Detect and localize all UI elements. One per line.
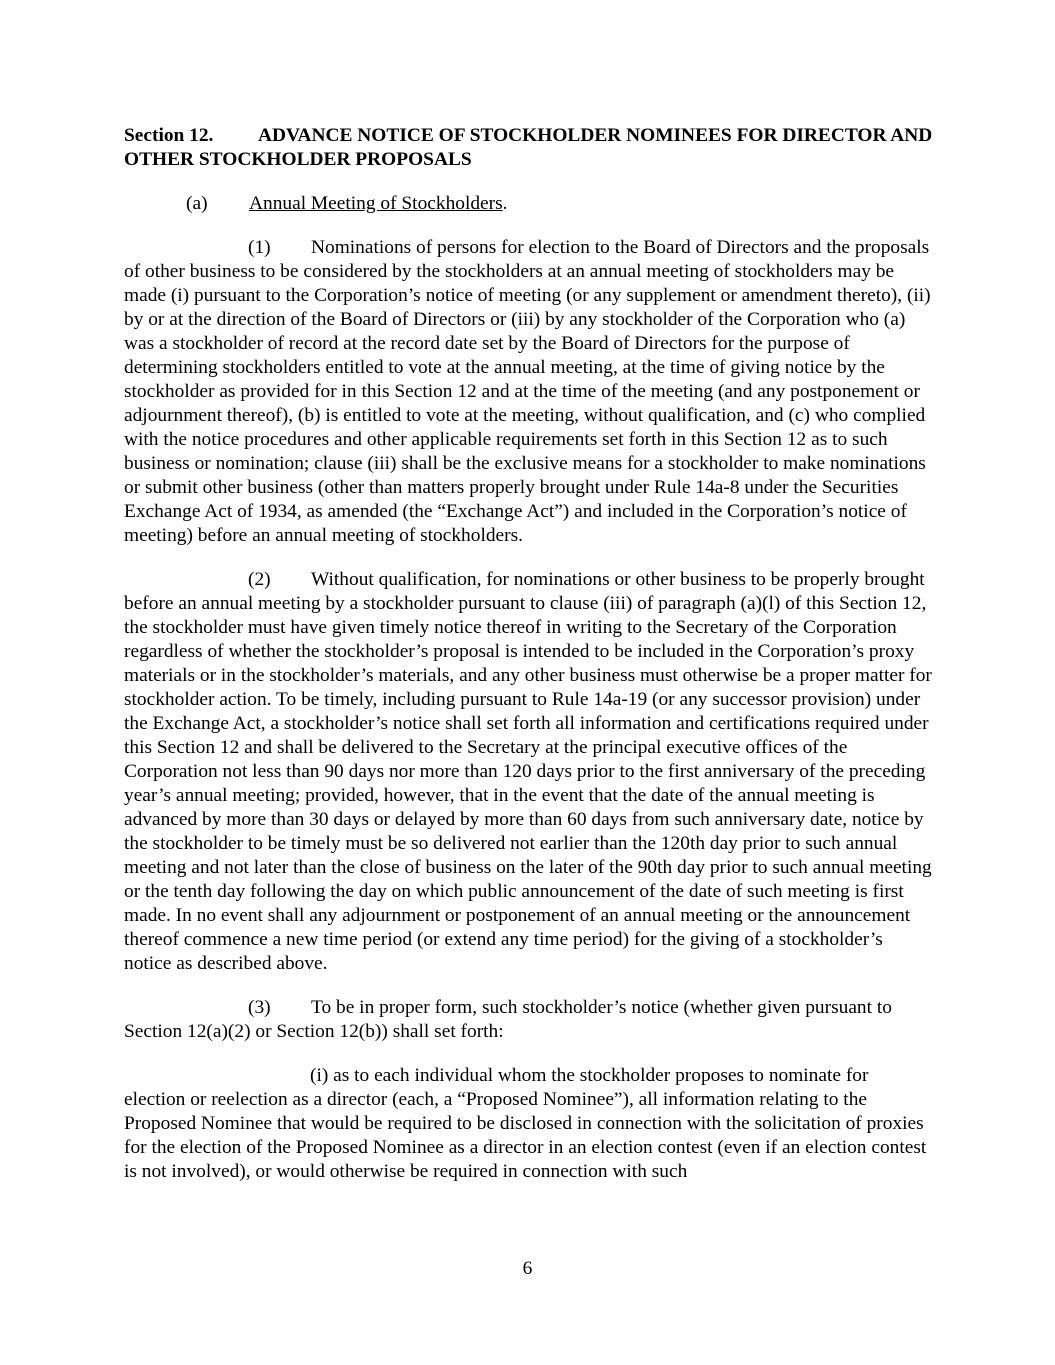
section-number: Section 12. (124, 125, 214, 146)
paragraph-number: (2) (248, 569, 271, 590)
paragraph-1 (124, 236, 934, 548)
section-title: ADVANCE NOTICE OF STOCKHOLDER NOMINEES FOR DIRECTOR AND OTHER STOCKHOLDER PROPOSALS (124, 125, 933, 170)
subsection-suffix: . (502, 193, 508, 214)
document-page (124, 124, 934, 1184)
subparagraph-i (124, 1064, 934, 1184)
paragraph-text: To be in proper form, such stockholder’s notice (whether given pursuant to Section 12(a)(2) or Section 12(b)) shall set forth: (124, 997, 892, 1042)
section-heading (124, 124, 934, 172)
paragraph-text: Nominations of persons for election to the Board of Directors and the proposals of other business to be considered by the stockholders at an annual meeting of stockholders may be made (i) pursuant to the Corporation’s notice of meeting (or any supplement or amendment thereto), (ii) by or at the direction of the Board of Directors or (iii) by any stockholder of the Corporation who (a) was a stockholder of record at the record date set by the Board of Directors for the purpose of determining stockholders entitled to vote at the annual meeting, at the time of giving notice by the stockholder as provided for in this Section 12 and at the time of the meeting (and any postponement or adjournment thereof), (b) is entitled to vote at the meeting, without qualification, and (c) who complied with the notice procedures and other applicable requirements set forth in this Section 12 as to such business or nomination; clause (iii) shall be the exclusive means for a stockholder to make nominations or submit other business (other than matters properly brought under Rule 14a-8 under the Securities Exchange Act of 1934, as amended (the “Exchange Act”) and included in the Corporation’s notice of meeting) before an annual meeting of stockholders. (124, 237, 931, 546)
paragraph-number: (1) (248, 237, 271, 258)
subparagraph-text: (i) as to each individual whom the stockholder proposes to nominate for election or reelection as a director (each, a “Proposed Nominee”), all information relating to the Proposed Nominee that would be required to be disclosed in connection with the solicitation of proxies for the election of the Proposed Nominee as a director in an election contest (even if an election contest is not involved), or would otherwise be required in connection with such (124, 1065, 927, 1182)
paragraph-number: (3) (248, 997, 271, 1018)
paragraph-2 (124, 568, 934, 976)
page-number: 6 (522, 1258, 533, 1279)
paragraph-text: Without qualification, for nominations or other business to be properly brought before an annual meeting by a stockholder pursuant to clause (iii) of paragraph (a)(l) of this Section 12, the stockholder must have given timely notice thereof in writing to the Secretary of the Corporation regardless of whether the stockholder’s proposal is intended to be included in the Corporation’s proxy materials or in the stockholder’s materials, and any other business must otherwise be a proper matter for stockholder action. To be timely, including pursuant to Rule 14a-19 (or any successor provision) under the Exchange Act, a stockholder’s notice shall set forth all information and certifications required under this Section 12 and shall be delivered to the Secretary at the principal executive offices of the Corporation not less than 90 days nor more than 120 days prior to the first anniversary of the preceding year’s annual meeting; provided, however, that in the event that the date of the annual meeting is advanced by more than 30 days or delayed by more than 60 days from such anniversary date, notice by the stockholder to be timely must be so delivered not earlier than the 120th day prior to such annual meeting and not later than the close of business on the later of the 90th day prior to such annual meeting or the tenth day following the day on which public announcement of the date of such meeting is first made. In no event shall any adjournment or postponement of an annual meeting or the announcement thereof commence a new time period (or extend any time period) for the giving of a stockholder’s notice as described above. (124, 569, 932, 974)
paragraph-3 (124, 996, 934, 1044)
subsection-heading (124, 192, 934, 216)
subsection-title: Annual Meeting of Stockholders (249, 193, 503, 214)
subsection-label: (a) (186, 193, 208, 214)
